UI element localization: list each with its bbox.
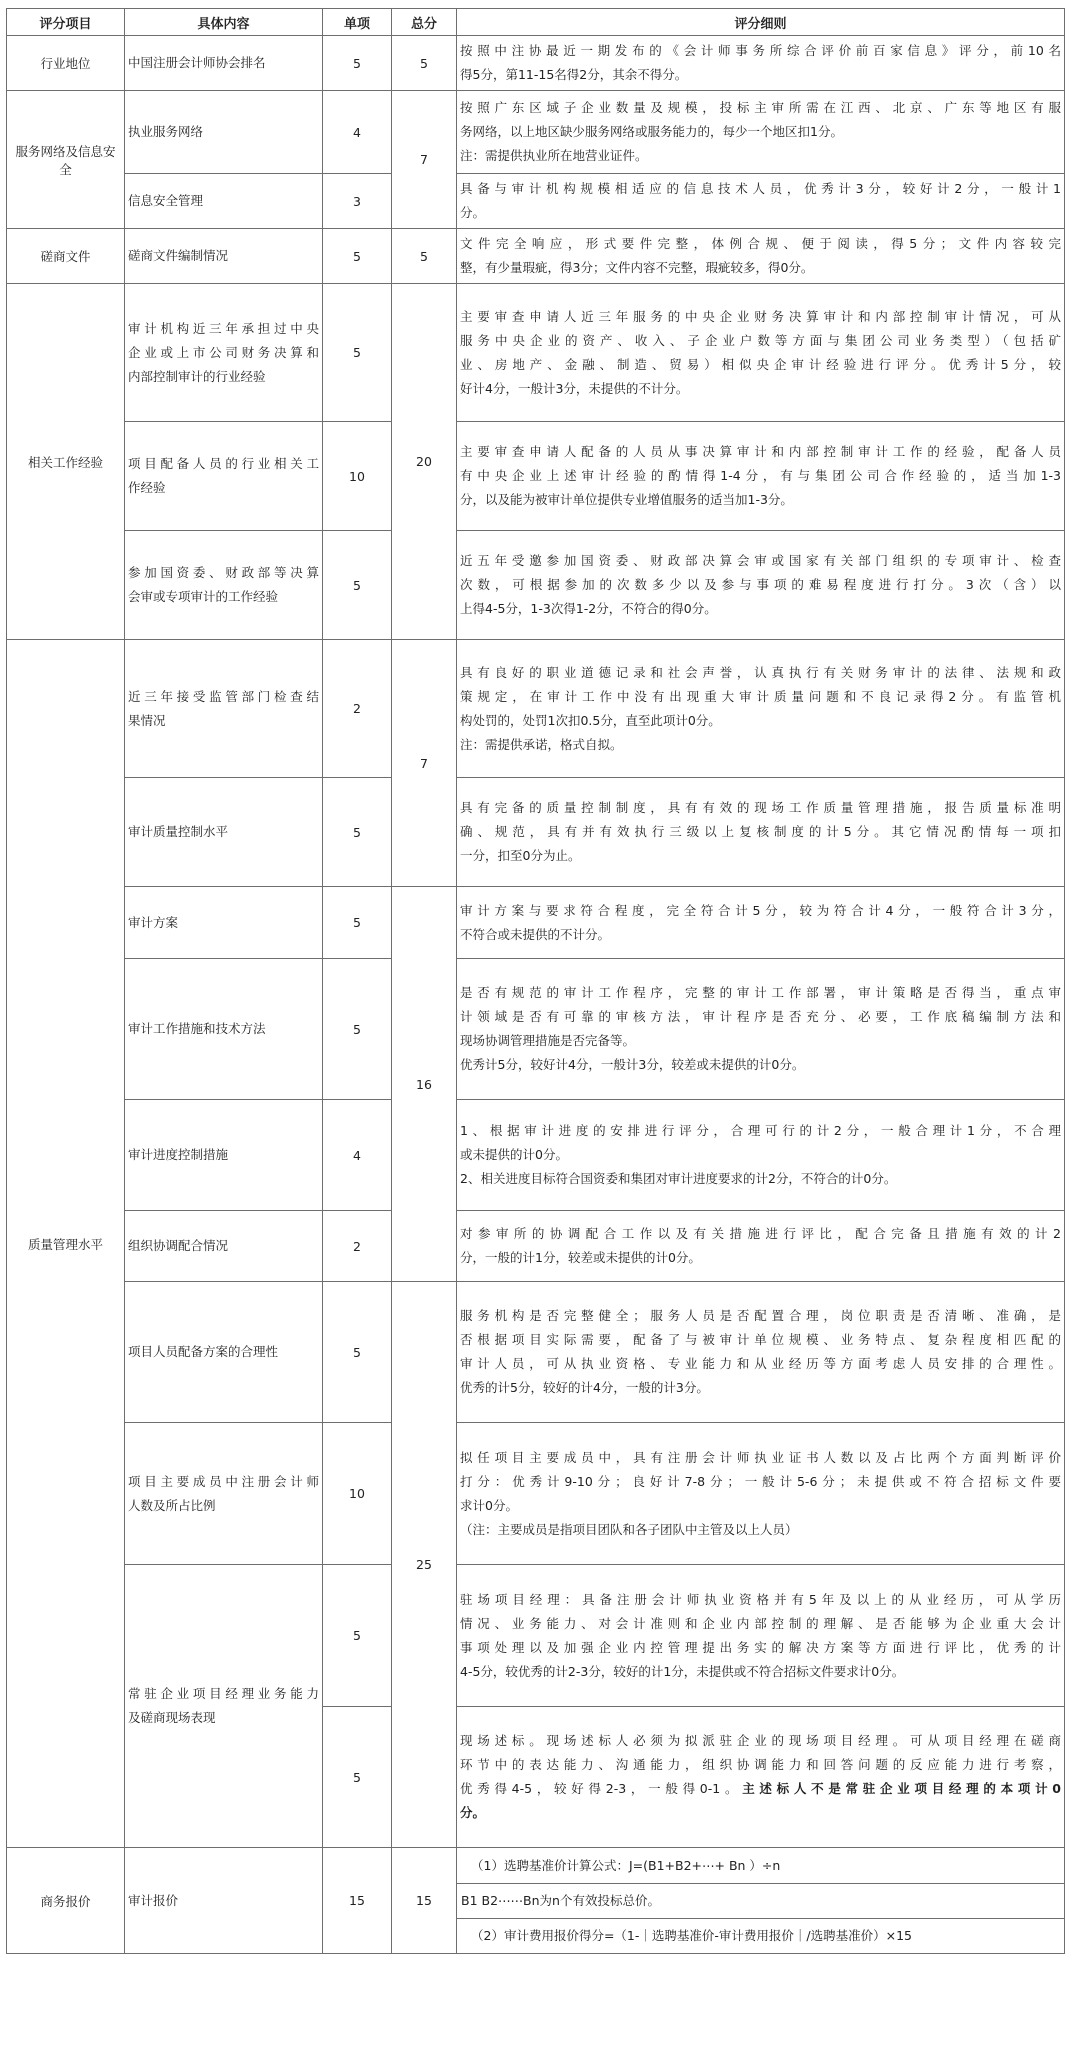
rule-line: 分，以及能为被审计单位提供专业增值服务的适当加1-3分。	[460, 492, 793, 507]
table-row	[7, 36, 1065, 91]
rule-line: 优秀的计5分，较好的计4分，一般的计3分。	[460, 1380, 709, 1395]
rule-line: 一分，扣至0分为止。	[460, 848, 581, 863]
rule-cell	[457, 36, 1065, 91]
rule-line: 上得4-5分，1-3次得1-2分，不符合的得0分。	[460, 601, 717, 616]
rule-line: （2）审计费用报价得分=（1-｜选聘基准价-审计费用报价｜/选聘基准价）×15	[471, 1927, 912, 1943]
content-cell: 执业服务网络	[125, 91, 323, 174]
total-score: 5	[392, 229, 457, 284]
rule-cell	[457, 531, 1065, 640]
rule-line: 按照广东区域子企业数量及规模，投标主审所需在江西、北京、广东等地区有服	[460, 100, 1061, 115]
header-row	[7, 9, 1065, 36]
rule-line: 审计方案与要求符合程度，完全符合计5分，较为符合计4分，一般符合计3分，	[460, 902, 1061, 918]
rule-line	[460, 1801, 1061, 1825]
rule-emphasis: 分。	[460, 1805, 486, 1820]
rule-cell	[457, 422, 1065, 531]
rule-cell	[457, 1565, 1065, 1707]
rule-emphasis: 主述标人不是常驻企业项目经理的本项计0	[742, 1781, 1062, 1796]
rule-line: 具有良好的职业道德记录和社会声誉，认真执行有关财务审计的法律、法规和政	[460, 664, 1061, 680]
rule-cell	[457, 1848, 1065, 1954]
table-row	[7, 1100, 1065, 1211]
total-score: 20	[392, 284, 457, 640]
single-score: 5	[323, 531, 392, 640]
rule-line: 审计人员，可从执业资格、专业能力和从业经历等方面考虑人员安排的合理性。	[460, 1356, 1061, 1371]
table-row	[7, 422, 1065, 531]
rule-cell	[457, 1100, 1065, 1211]
table-row	[7, 174, 1065, 229]
content-cell: 组织协调配合情况	[125, 1211, 323, 1282]
content-line: 人数及所占比例	[128, 1497, 216, 1513]
content-line: 常驻企业项目经理业务能力	[128, 1686, 319, 1701]
rule-line: 事项处理以及加强企业内控管理提出务实的解决方案等方面进行评比，优秀的计	[460, 1639, 1061, 1655]
rule-line: 主要审查申请人近三年服务的中央企业财务决算审计和内部控制审计情况，可从	[460, 308, 1061, 324]
rule-line: 务网络，以上地区缺少服务网络或服务能力的，每少一个地区扣1分。	[460, 124, 843, 139]
single-score: 5	[323, 887, 392, 959]
rule-cell	[457, 229, 1065, 284]
total-score: 5	[392, 36, 457, 91]
rule-cell	[457, 640, 1065, 778]
single-score: 3	[323, 174, 392, 229]
group-business-quote: 商务报价	[7, 1848, 125, 1954]
single-score: 5	[323, 1565, 392, 1707]
single-score: 5	[323, 1707, 392, 1848]
rule-line	[460, 1777, 1061, 1801]
rule-line: B1 B2⋯⋯Bn为n个有效投标总价。	[457, 1884, 1064, 1919]
rule-cell	[457, 91, 1065, 174]
content-line: 近三年接受监管部门检查结	[128, 688, 319, 704]
content-line: 项目配备人员的行业相关工	[128, 456, 319, 471]
table-row	[7, 1282, 1065, 1423]
content-cell	[125, 640, 323, 778]
content-cell	[125, 422, 323, 531]
content-line: 果情况	[128, 712, 166, 728]
content-line: 及磋商现场表现	[128, 1710, 216, 1725]
group-quality-management: 质量管理水平	[7, 640, 125, 1848]
header-content: 具体内容	[125, 9, 323, 36]
rule-line: 主要审查申请人配备的人员从事决算审计和内部控制审计工作的经验，配备人员	[460, 444, 1061, 459]
rule-line: （1）选聘基准价计算公式：J=(B1+B2+⋯+ Bn ）÷n	[457, 1849, 1064, 1884]
table-row	[7, 959, 1065, 1100]
total-score: 7	[392, 91, 457, 229]
content-line: 审计机构近三年承担过中央	[128, 320, 319, 336]
rule-line: 1、根据审计进度的安排进行评分，合理可行的计2分，一般合理计1分，不合理	[460, 1123, 1061, 1138]
header-item: 评分项目	[7, 9, 125, 36]
single-score: 5	[323, 1282, 392, 1423]
rule-line: 4-5分，较优秀的计2-3分，较好的计1分，未提供或不符合招标文件要求计0分。	[460, 1663, 905, 1679]
rule-line: 得5分，第11-15名得2分，其余不得分。	[460, 67, 688, 82]
rule-line: 情况、业务能力、对会计准则和企业内部控制的理解、是否能够为企业重大会计	[460, 1615, 1061, 1631]
rule-line: 不符合或未提供的不计分。	[460, 926, 611, 942]
rule-line: 驻场项目经理：具备注册会计师执业资格并有5年及以上的从业经历，可从学历	[460, 1591, 1061, 1607]
table-row	[7, 1565, 1065, 1707]
rule-line: 好计4分，一般计3分，未提供的不计分。	[460, 380, 689, 396]
single-score: 5	[323, 36, 392, 91]
single-score: 10	[323, 1423, 392, 1565]
table-row	[7, 284, 1065, 422]
single-score: 2	[323, 1211, 392, 1282]
rule-line: 求计0分。	[460, 1497, 518, 1513]
rule-line: 分，一般的计1分，较差或未提供的计0分。	[460, 1250, 701, 1265]
total-score: 16	[392, 887, 457, 1282]
rule-line: 注：需提供执业所在地营业证件。	[460, 148, 648, 163]
rule-line: 服务中央企业的资产、收入、子企业户数等方面与集团公司业务类型）（包括矿	[460, 332, 1061, 348]
table-row	[7, 1423, 1065, 1565]
content-cell: 审计报价	[125, 1848, 323, 1954]
header-detail: 评分细则	[457, 9, 1065, 36]
table-row	[7, 229, 1065, 284]
rule-line: 按照中注协最近一期发布的《会计师事务所综合评价前百家信息》评分，前10名	[460, 43, 1061, 58]
rule-line: 或未提供的计0分。	[460, 1147, 568, 1162]
table-row	[7, 91, 1065, 174]
rule-line: 具有完备的质量控制制度，具有有效的现场工作质量管理措施，报告质量标准明	[460, 800, 1061, 815]
content-line: 企业或上市公司财务决算和	[128, 344, 319, 360]
rule-line: 现场协调管理措施是否完备等。	[460, 1033, 636, 1048]
content-line: 内部控制审计的行业经验	[128, 368, 266, 384]
rule-line: 对参审所的协调配合工作以及有关措施进行评比，配合完备且措施有效的计2	[460, 1226, 1061, 1241]
rule-line: 文件完全响应，形式要件完整，体例合规、便于阅读，得5分；文件内容较完	[460, 236, 1061, 251]
single-score: 5	[323, 229, 392, 284]
single-score: 15	[323, 1848, 392, 1954]
single-score: 5	[323, 959, 392, 1100]
table-row	[7, 640, 1065, 778]
rule-line: 业、房地产、金融、制造、贸易）相似央企审计经验进行评分。优秀计5分，较	[460, 356, 1061, 372]
table-row	[7, 531, 1065, 640]
content-cell	[125, 1565, 323, 1848]
rule-line: 计领域是否有可靠的审核方法，审计程序是否充分、必要，工作底稿编制方法和	[460, 1009, 1061, 1024]
content-cell: 信息安全管理	[125, 174, 323, 229]
content-cell: 磋商文件编制情况	[125, 229, 323, 284]
total-score: 7	[392, 640, 457, 887]
content-cell	[125, 1423, 323, 1565]
single-score: 5	[323, 778, 392, 887]
content-cell: 审计工作措施和技术方法	[125, 959, 323, 1100]
rule-line: 次数，可根据参加的次数多少以及参与事项的难易程度进行打分。3次（含）以	[460, 577, 1061, 592]
single-score: 5	[323, 284, 392, 422]
content-cell	[125, 284, 323, 422]
single-score: 2	[323, 640, 392, 778]
scoring-table	[6, 8, 1065, 1954]
content-line: 会审或专项审计的工作经验	[128, 589, 279, 604]
group-consult-docs: 磋商文件	[7, 229, 125, 284]
content-line: 参加国资委、财政部等决算	[128, 565, 319, 580]
rule-line: 环节中的表达能力、沟通能力，组织协调能力和回答问题的反应能力进行考察，	[460, 1757, 1061, 1772]
rule-line: 注：需提供承诺，格式自拟。	[460, 736, 623, 752]
rule-text: 优秀得4-5，较好得2-3，一般得0-1。	[460, 1781, 743, 1796]
content-cell: 项目人员配备方案的合理性	[125, 1282, 323, 1423]
total-score: 15	[392, 1848, 457, 1954]
header-single: 单项	[323, 9, 392, 36]
rule-line: 构处罚的，处罚1次扣0.5分，直至此项计0分。	[460, 712, 721, 728]
rule-line: 打分：优秀计9-10分；良好计7-8分；一般计5-6分；未提供或不符合招标文件要	[460, 1473, 1061, 1489]
rule-line: 优秀计5分，较好计4分，一般计3分，较差或未提供的计0分。	[460, 1057, 805, 1072]
content-cell: 中国注册会计师协会排名	[125, 36, 323, 91]
rule-cell	[457, 284, 1065, 422]
table-row	[7, 778, 1065, 887]
content-cell: 审计进度控制措施	[125, 1100, 323, 1211]
rule-line: 2、相关进度目标符合国资委和集团对审计进度要求的计2分，不符合的计0分。	[460, 1171, 897, 1186]
rule-cell	[457, 174, 1065, 229]
rule-line: 现场述标。现场述标人必须为拟派驻企业的现场项目经理。可从项目经理在磋商	[460, 1733, 1061, 1748]
rule-line: 拟任项目主要成员中，具有注册会计师执业证书人数以及占比两个方面判断评价	[460, 1449, 1061, 1465]
single-score: 10	[323, 422, 392, 531]
table-row	[7, 1848, 1065, 1954]
rule-line: （注：主要成员是指项目团队和各子团队中主管及以上人员）	[460, 1521, 798, 1537]
rule-cell	[457, 959, 1065, 1100]
rule-line: 整，有少量瑕疵，得3分；文件内容不完整，瑕疵较多，得0分。	[460, 260, 814, 275]
rule-line: 有中央企业上述审计经验的酌情得1-4分，有与集团公司合作经验的，适当加1-3	[460, 468, 1061, 483]
content-line: 作经验	[128, 480, 166, 495]
group-work-experience: 相关工作经验	[7, 284, 125, 640]
content-cell: 审计方案	[125, 887, 323, 959]
content-cell: 审计质量控制水平	[125, 778, 323, 887]
rule-cell	[457, 1423, 1065, 1565]
rule-line: 近五年受邀参加国资委、财政部决算会审或国家有关部门组织的专项审计、检查	[460, 553, 1061, 568]
rule-line: 是否有规范的审计工作程序，完整的审计工作部署，审计策略是否得当，重点审	[460, 985, 1061, 1000]
rule-cell	[457, 778, 1065, 887]
group-industry-position: 行业地位	[7, 36, 125, 91]
table-row	[7, 887, 1065, 959]
rule-cell	[457, 1707, 1065, 1848]
single-score: 4	[323, 1100, 392, 1211]
group-service-network: 服务网络及信息安全	[7, 91, 125, 229]
single-score: 4	[323, 91, 392, 174]
table-row	[7, 1211, 1065, 1282]
rule-line: 服务机构是否完整健全；服务人员是否配置合理，岗位职责是否清晰、准确，是	[460, 1308, 1061, 1323]
rule-line: 分。	[460, 205, 486, 220]
rule-line: 确、规范，具有并有效执行三级以上复核制度的计5分。其它情况酌情每一项扣	[460, 824, 1061, 839]
total-score: 25	[392, 1282, 457, 1848]
rule-cell	[457, 1282, 1065, 1423]
rule-line: 策规定，在审计工作中没有出现重大审计质量问题和不良记录得2分。有监管机	[460, 688, 1061, 704]
rule-line: 具备与审计机构规模相适应的信息技术人员，优秀计3分，较好计2分，一般计1	[460, 181, 1061, 196]
content-cell	[125, 531, 323, 640]
rule-cell	[457, 887, 1065, 959]
rule-line: 否根据项目实际需要，配备了与被审计单位规模、业务特点、复杂程度相匹配的	[460, 1332, 1061, 1347]
header-total: 总分	[392, 9, 457, 36]
rule-cell	[457, 1211, 1065, 1282]
content-line: 项目主要成员中注册会计师	[128, 1473, 319, 1489]
